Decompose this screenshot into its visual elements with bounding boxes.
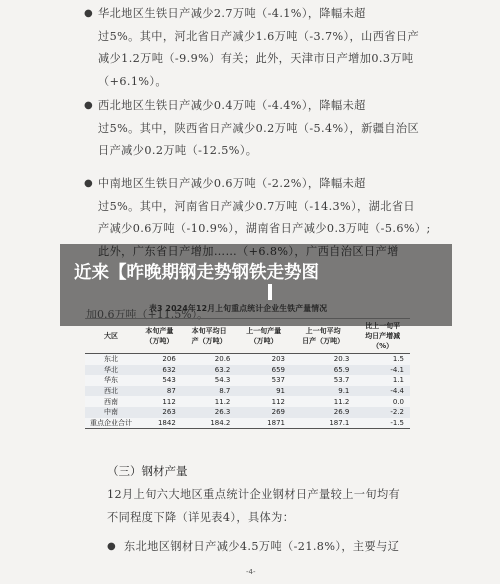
cell-region: 中南 (85, 407, 137, 418)
table-header-row (85, 319, 410, 354)
cell: 20.3 (291, 354, 355, 365)
table-row (85, 354, 410, 365)
col-header-previous-daily: 上一旬平均 日产（万吨） (291, 319, 355, 354)
cell: 87 (137, 386, 182, 397)
cell: -1.5 (355, 418, 410, 429)
cell: 63.2 (182, 365, 237, 376)
cell-region: 西北 (85, 386, 137, 397)
cell: 659 (236, 365, 291, 376)
bullet-icon: ● (84, 100, 93, 111)
section-heading: （三）钢材产量 (107, 464, 188, 478)
col-header-current-daily: 本旬平均日 产（万吨） (182, 319, 237, 354)
cell: 632 (137, 365, 182, 376)
cell: 1.5 (355, 354, 410, 365)
paragraph-northeast-steel: 东北地区钢材日产减少4.5万吨（-21.8%），主要与辽 (124, 540, 400, 553)
cell: 203 (236, 354, 291, 365)
cell: -2.2 (355, 407, 410, 418)
cell: 91 (236, 386, 291, 397)
cell: 1842 (137, 418, 182, 429)
bullet-icon: ● (84, 178, 93, 189)
cell: 65.9 (291, 365, 355, 376)
cell: 206 (137, 354, 182, 365)
cell: 11.2 (291, 396, 355, 407)
cell-region: 华北 (85, 365, 137, 376)
cell: 11.2 (182, 396, 237, 407)
table-row (85, 407, 410, 418)
table-row (85, 365, 410, 376)
cell: 20.6 (182, 354, 237, 365)
cell: 263 (137, 407, 182, 418)
cell: 26.3 (182, 407, 237, 418)
cell: 187.1 (291, 418, 355, 429)
table-row (85, 386, 410, 397)
paragraph-northwest: 西北地区生铁日产减少0.4万吨（-4.4%），降幅未超 过5%。其中，陕西省日产减少0.2万吨（-5.4%），新疆自治区 日产减少0.2万吨（-12.5%）。 (98, 99, 420, 157)
cell: 112 (236, 396, 291, 407)
text-cursor-bar (268, 284, 272, 300)
cell: 269 (236, 407, 291, 418)
col-header-current-output: 本旬产量 （万吨） (137, 319, 182, 354)
cell: 184.2 (182, 418, 237, 429)
paragraph-steel-intro: 12月上旬六大地区重点统计企业钢材日产量较上一旬均有 不同程度下降（详见表4），具体为： (107, 488, 401, 524)
bullet-icon: ● (107, 541, 116, 552)
cell: -4.1 (355, 365, 410, 376)
paragraph-north-china: 华北地区生铁日产减少2.7万吨（-4.1%），降幅未超 过5%。其中，河北省日产减少1.6万吨（-3.7%），山西省日产 减少1.2万吨（-9.9%）有关；此外，天津市日产增加0.3万吨 （+6.1%）。 (98, 7, 420, 88)
cell: 53.7 (291, 375, 355, 386)
cell: 543 (137, 375, 182, 386)
headline-title[interactable]: 近来【昨晚期钢走势钢铁走势图 (74, 263, 319, 283)
table-row (85, 375, 410, 386)
cell: 1871 (236, 418, 291, 429)
cell: 0.0 (355, 396, 410, 407)
col-header-region: 大区 (85, 319, 137, 354)
page-number: -4- (246, 568, 256, 576)
cell-region: 西南 (85, 396, 137, 407)
col-header-change-pct: 比上一旬平 均日产增减 （%） (355, 319, 410, 354)
bullet-icon: ● (84, 8, 93, 19)
pig-iron-output-table (85, 318, 410, 429)
cell: 26.9 (291, 407, 355, 418)
cell: 8.7 (182, 386, 237, 397)
table-row-total (85, 418, 410, 429)
table-row (85, 396, 410, 407)
cell: 112 (137, 396, 182, 407)
col-header-previous-output: 上一旬产量 （万吨） (236, 319, 291, 354)
cell: 9.1 (291, 386, 355, 397)
cell-region: 重点企业合计 (85, 418, 137, 429)
cell-region: 华东 (85, 375, 137, 386)
cell: -4.4 (355, 386, 410, 397)
paragraph-central-south: 中南地区生铁日产减少0.6万吨（-2.2%），降幅未超 过5%。其中，河南省日产减少0.7万吨（-14.3%），湖北省日 产减少0.6万吨（-10.9%），湖南省日产减少0.3万吨（-5.6%）; (98, 177, 431, 235)
table-caption: 表3 2024年12月上旬重点统计企业生铁产量情况 (149, 304, 328, 313)
cell-region: 东北 (85, 354, 137, 365)
cell: 54.3 (182, 375, 237, 386)
cell: 537 (236, 375, 291, 386)
cell: 1.1 (355, 375, 410, 386)
